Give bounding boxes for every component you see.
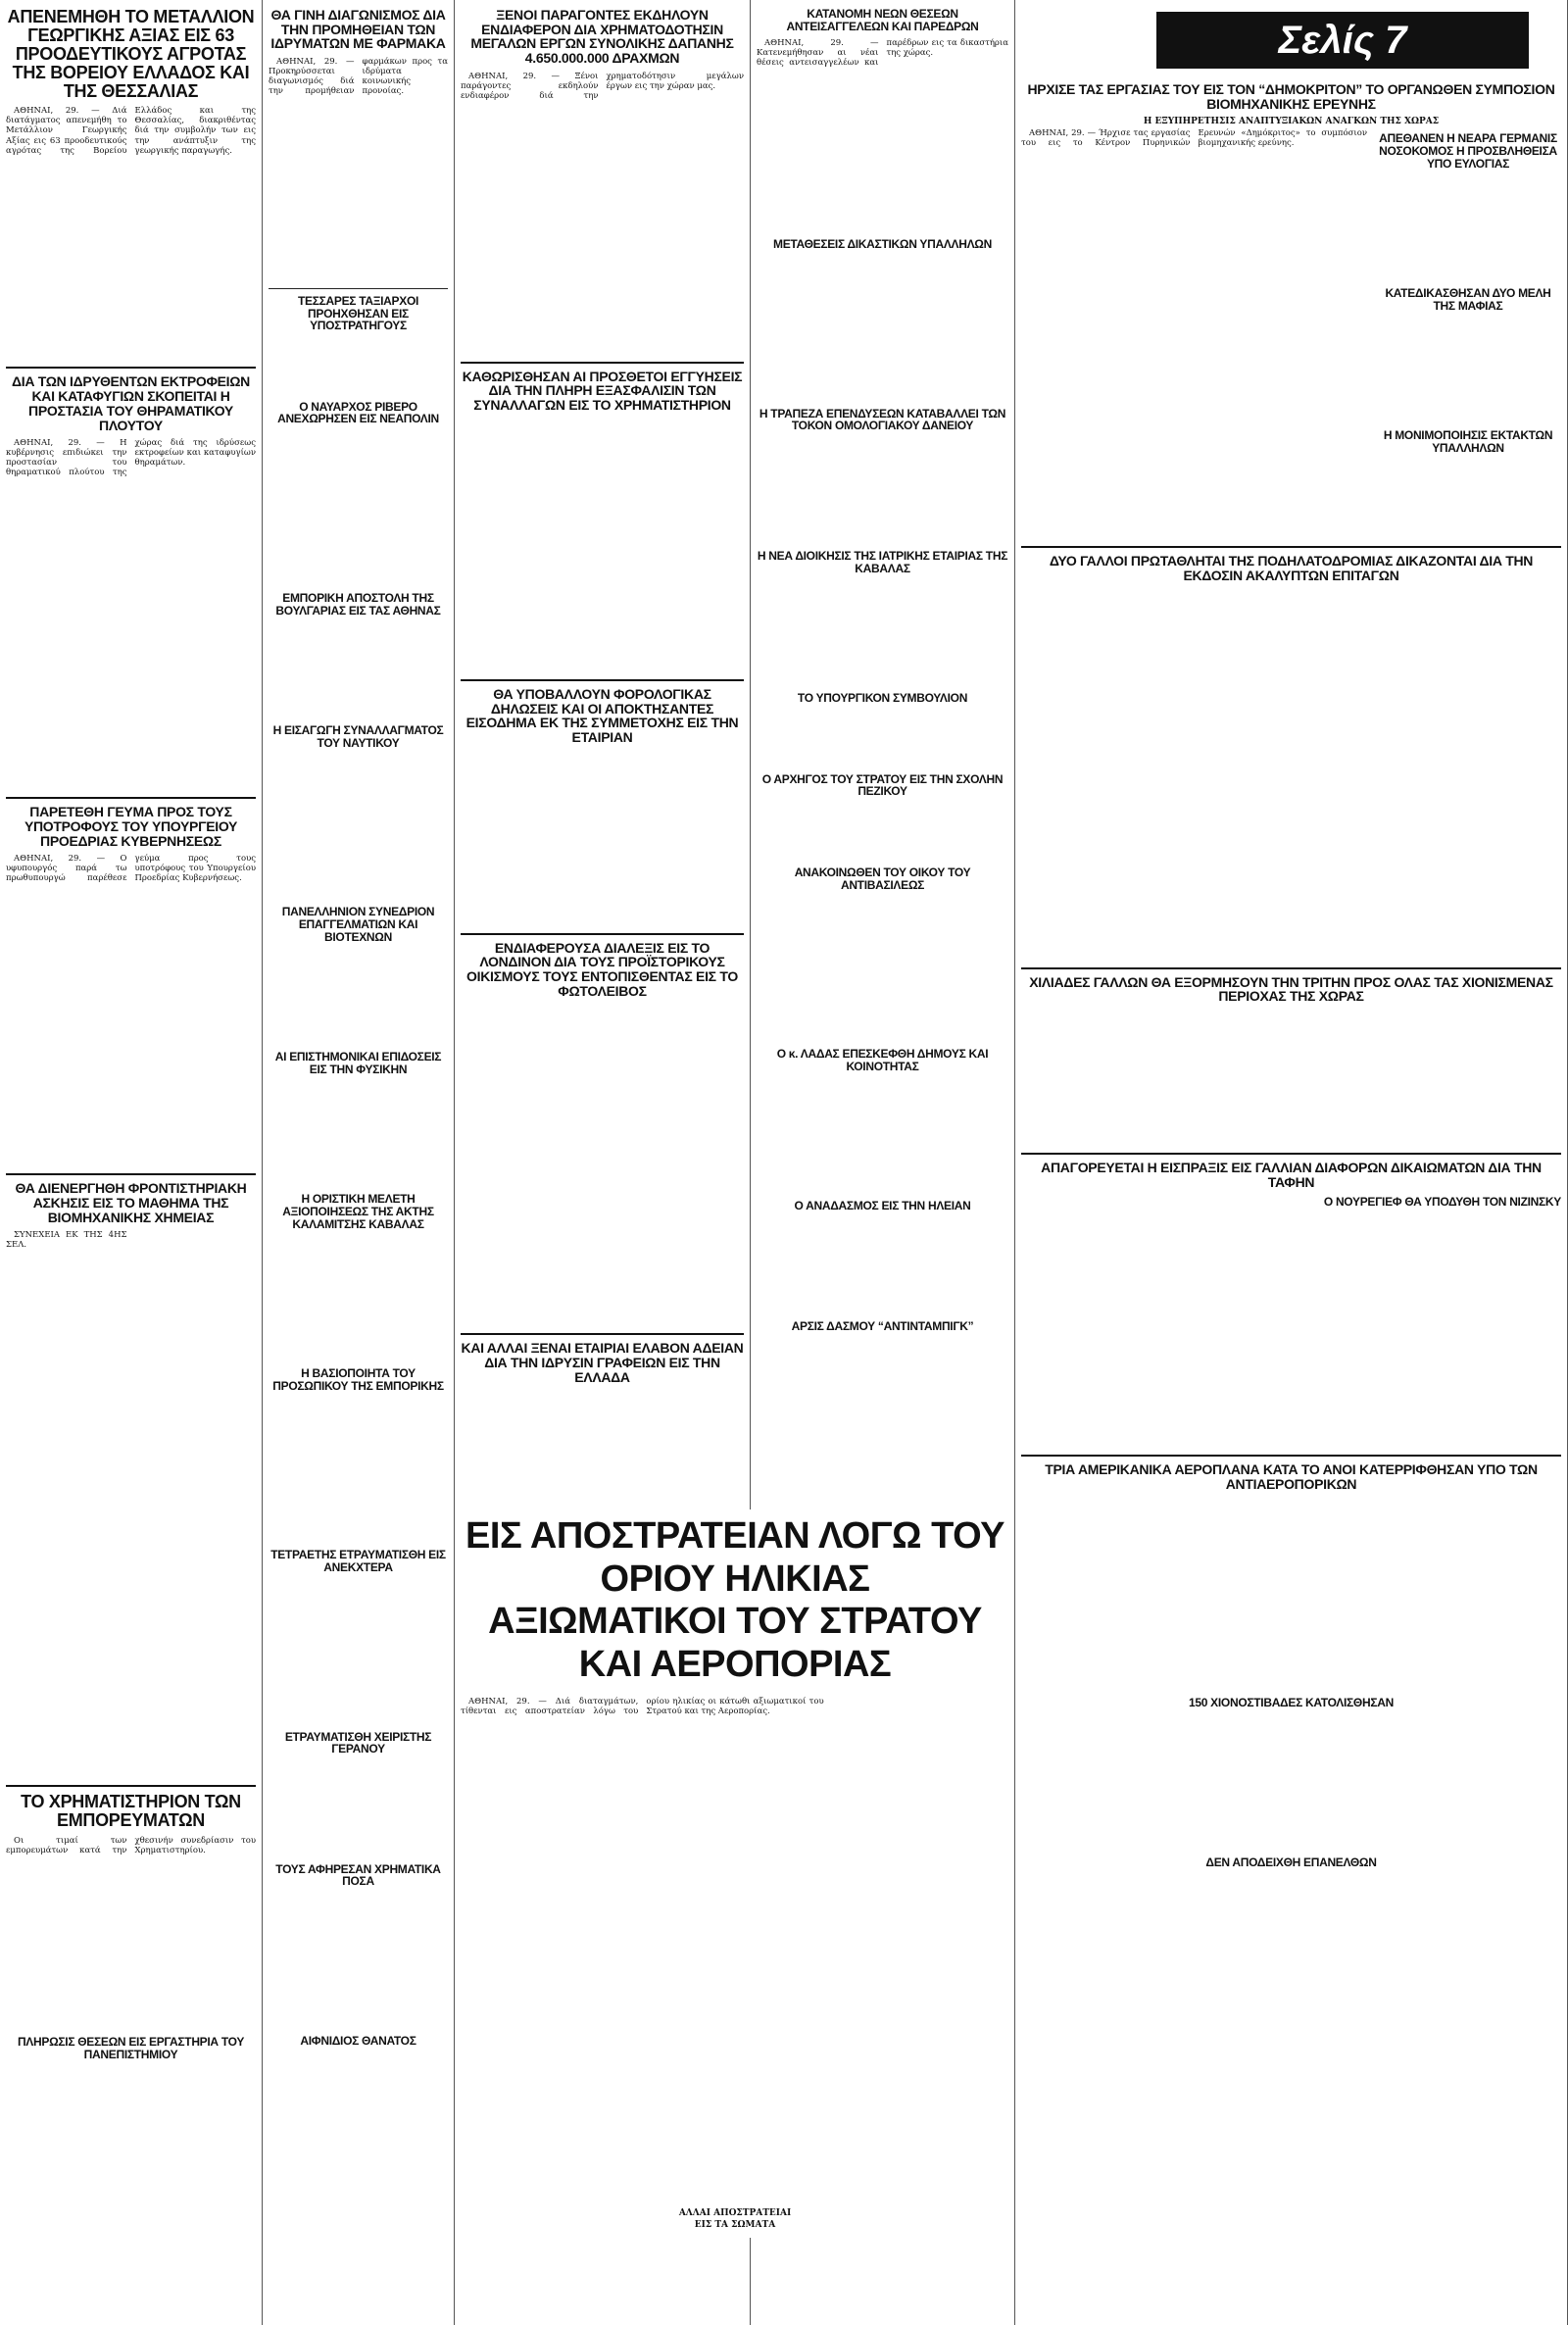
headline-ladas: Ο κ. ΛΑΔΑΣ ΕΠΕΣΚΕΦΘΗ ΔΗΜΟΥΣ ΚΑΙ ΚΟΙΝΟΤΗΤΑΣ <box>776 1047 989 1073</box>
divider <box>6 797 256 799</box>
banner-line-1: ΕΙΣ ΑΠΟΣΤΡΑΤΕΙΑΝ ΛΟΓΩ ΤΟΥ ΟΡΙΟΥ ΗΛΙΚΙΑΣ <box>466 1515 1004 1600</box>
article-chemistry-text: ΣΥΝΕΧΕΙΑ ΕΚ ΤΗΣ 4ΗΣ ΣΕΛ. <box>6 1230 127 1251</box>
column-5 <box>1015 0 1568 2325</box>
subhead-other-retirements: ΑΛΛΑΙ ΑΠΟΣΤΡΑΤΕΙΑΙ <box>678 2207 792 2218</box>
headline-sudden-death: ΑΙΦΝΙΔΙΟΣ ΘΑΝΑΤΟΣ <box>300 2033 416 2048</box>
headline-university-posts: ΠΛΗΡΩΣΙΣ ΘΕΣΕΩΝ ΕΙΣ ΕΡΓΑΣΤΗΡΙΑ ΤΟΥ ΠΑΝΕΠΙΣΤΗΜΙΟΥ <box>17 2035 245 2061</box>
headline-regent: ΑΝΑΚΟΙΝΩΘΕΝ ΤΟΥ ΟΙΚΟΥ ΤΟΥ ΑΝΤΙΒΑΣΙΛΕΩΣ <box>794 865 971 892</box>
article-prosecutors-text: ΑΘΗΝΑΙ, 29. — Κατενεμήθησαν αι νέαι θέσεις αντεισαγγελέων και παρέδρων εις τα δικαστήρια της χώρας. <box>757 38 1008 69</box>
headline-avalanches: 150 ΧΙΟΝΟΣΤΙΒΑΔΕΣ ΚΑΤΟΛΙΣΘΗΣΑΝ <box>1189 1696 1394 1710</box>
subhead-to-corps: ΕΙΣ ΤΑ ΣΩΜΑΤΑ <box>694 2219 776 2230</box>
headline-guarantees: ΚΑΘΩΡΙΣΘΗΣΑΝ ΑΙ ΠΡΟΣΘΕΤΟΙ ΕΓΓΥΗΣΕΙΣ ΔΙΑ ΤΗΝ ΠΛΗΡΗ ΕΞΑΣΦΑΛΙΣΙΝ ΤΩΝ ΣΥΝΑΛΛΑΓΩΝ ΕΙΣ ΤΟ ΧΡΗΜΑΤΙΣΤΗΡΙΟΝ <box>462 368 743 414</box>
article-lunch-text: ΑΘΗΝΑΙ, 29. — Ο υφυπουργός παρά τω πρωθυπουργώ παρέθεσε γεύμα προς τους υποτρόφους του Υπουργείου Προεδρίας Κυβερνήσεως. <box>6 854 256 884</box>
divider <box>461 1333 744 1335</box>
banner-line-2: ΑΞΙΩΜΑΤΙΚΟΙ ΤΟΥ ΣΤΡΑΤΟΥ ΚΑΙ ΑΕΡΟΠΟΡΙΑΣ <box>488 1601 982 1686</box>
headline-bulgaria: ΕΜΠΟΡΙΚΗ ΑΠΟΣΤΟΛΗ ΤΗΣ ΒΟΥΛΓΑΡΙΑΣ ΕΙΣ ΤΑΣ ΑΘΗΝΑΣ <box>275 591 441 618</box>
divider <box>1021 546 1561 548</box>
article-retirement-text: ΑΘΗΝΑΙ, 29. — Διά διαταγμάτων, τίθενται εις αποστρατείαν λόγω του ορίου ηλικίας οι κάτωθι αξιωματικοί του Στρατού και της Αεροπορίας. <box>461 1696 824 1716</box>
headline-not-proven: ΔΕΝ ΑΠΟΔΕΙΧΘΗ ΕΠΑΝΕΛΘΩΝ <box>1205 1855 1377 1870</box>
headline-kalamitsa: Η ΟΡΙΣΤΙΚΗ ΜΕΛΕΤΗ ΑΞΙΟΠΟΙΗΣΕΩΣ ΤΗΣ ΑΚΤΗΣ ΚΑΛΑΜΙΤΣΗΣ ΚΑΒΑΛΑΣ <box>282 1192 434 1231</box>
headline-hanoi: ΤΡΙΑ ΑΜΕΡΙΚΑΝΙΚΑ ΑΕΡΟΠΛΑΝΑ ΚΑΤΑ ΤΟ ΑΝΟΙ ΚΑΤΕΡΡΙΦΘΗΣΑΝ ΥΠΟ ΤΩΝ ΑΝΤΙΑΕΡΟΠΟΡΙΚΩΝ <box>1045 1461 1538 1492</box>
headline-medical-society: Η ΝΕΑ ΔΙΟΙΚΗΣΙΣ ΤΗΣ ΙΑΤΡΙΚΗΣ ΕΤΑΙΡΙΑΣ ΤΗΣ ΚΑΒΑΛΑΣ <box>757 548 1008 575</box>
headline-crane: ΕΤΡΑΥΜΑΤΙΣΘΗ ΧΕΙΡΙΣΤΗΣ ΓΕΡΑΝΟΥ <box>284 1729 432 1756</box>
divider <box>1021 967 1561 969</box>
article-pharma-text: ΑΘΗΝΑΙ, 29. — Προκηρύσσεται διαγωνισμός διά την προμήθειαν φαρμάκων προς τα ιδρύματα κοινωνικής προνοίας. <box>269 57 448 97</box>
headline-bank-interest: Η ΤΡΑΠΕΖΑ ΕΠΕΝΔΥΣΕΩΝ ΚΑΤΑΒΑΛΛΕΙ ΤΩΝ ΤΟΚΟΝ ΟΜΟΛΟΓΙΑΚΟΥ ΔΑΝΕΙΟΥ <box>759 406 1006 433</box>
headline-symposium: ΗΡΧΙΣΕ ΤΑΣ ΕΡΓΑΣΙΑΣ ΤΟΥ ΕΙΣ ΤΟΝ “ΔΗΜΟΚΡΙΤΟΝ” ΤΟ ΟΡΓΑΝΩΘΕΝ ΣΥΜΠΟΣΙΟΝ ΒΙΟΜΗΧΑΝΙΚΗΣ ΕΡΕΥΝΗΣ <box>1027 81 1555 112</box>
divider <box>6 367 256 369</box>
headline-staff: Η ΒΑΣΙΟΠΟΙΗΤΑ ΤΟΥ ΠΡΟΣΩΠΙΚΟΥ ΤΗΣ ΕΜΠΟΡΙΚΗΣ <box>272 1366 444 1393</box>
headline-brigadiers: ΤΕΣΣΑΡΕΣ ΤΑΞΙΑΡΧΟΙ ΠΡΟΗΧΘΗΣΑΝ ΕΙΣ ΥΠΟΣΤΡΑΤΗΓΟΥΣ <box>297 294 419 333</box>
headline-foreign-companies: ΚΑΙ ΑΛΛΑΙ ΞΕΝΑΙ ΕΤΑΙΡΙΑΙ ΕΛΑΒΟΝ ΑΔΕΙΑΝ ΔΙΑ ΤΗΝ ΙΔΡΥΣΙΝ ΓΡΑΦΕΙΩΝ ΕΙΣ ΤΗΝ ΕΛΛΑΔΑ <box>461 1340 744 1385</box>
divider <box>461 362 744 364</box>
headline-nurse: ΑΠΕΘΑΝΕΝ Η ΝΕΑΡΑ ΓΕΡΜΑΝΙΣ ΝΟΣΟΚΟΜΟΣ Η ΠΡΟΣΒΛΗΘΕΙΣΑ ΥΠΟ ΕΥΛΟΓΙΑΣ <box>1379 131 1557 171</box>
headline-london-lecture: ΕΝΔΙΑΦΕΡΟΥΣΑ ΔΙΑΛΕΞΙΣ ΕΙΣ ΤΟ ΛΟΝΔΙΝΟΝ ΔΙΑ ΤΟΥΣ ΠΡΟΪΣΤΟΡΙΚΟΥΣ ΟΙΚΙΣΜΟΥΣ ΤΟΥΣ ΕΝΤΟΠΙΣΘΕΝΤΑΣ ΕΙΣ ΤΟ ΦΩΤΟΛΕΙΒΟΣ <box>466 939 738 999</box>
headline-medal: ΑΠΕΝΕΜΗΘΗ ΤΟ ΜΕΤΑΛΛΙΟΝ ΓΕΩΡΓΙΚΗΣ ΑΞΙΑΣ ΕΙΣ 63 ΠΡΟΟΔΕΥΤΙΚΟΥΣ ΑΓΡΟΤΑΣ ΤΗΣ ΒΟΡΕΙΟΥ ΕΛΛΑΔΟΣ ΚΑΙ ΤΗΣ ΘΕΣΣΑΛΙΑΣ <box>7 7 255 101</box>
article-hunting-text: ΑΘΗΝΑΙ, 29. — Η κυβέρνησις επιδιώκει την προστασίαν του θηραματικού πλούτου της χώρας διά της ιδρύσεως εκτροφείων και καταφυγίων θηραμάτων. <box>6 438 256 478</box>
headline-foreign-investors: ΞΕΝΟΙ ΠΑΡΑΓΟΝΤΕΣ ΕΚΔΗΛΟΥΝ ΕΝΔΙΑΦΕΡΟΝ ΔΙΑ ΧΡΗΜΑΤΟΔΟΤΗΣΙΝ ΜΕΓΑΛΩΝ ΕΡΓΩΝ ΣΥΝΟΛΙΚΗΣ ΔΑΠΑΝΗΣ 4.650.000.000 ΔΡΑΧΜΩΝ <box>470 7 734 67</box>
headline-congress: ΠΑΝΕΛΛΗΝΙΟΝ ΣΥΝΕΔΡΙΟΝ ΕΠΑΓΓΕΛΜΑΤΙΩΝ ΚΑΙ ΒΙΟΤΕΧΝΩΝ <box>281 905 435 944</box>
headline-hunting: ΔΙΑ ΤΩΝ ΙΔΡΥΘΕΝΤΩΝ ΕΚΤΡΟΦΕΙΩΝ ΚΑΙ ΚΑΤΑΦΥΓΙΩΝ ΣΚΟΠΕΙΤΑΙ Η ΠΡΟΣΤΑΣΙΑ ΤΟΥ ΘΗΡΑΜΑΤΙΚΟΥ ΠΛΟΥΤΟΥ <box>11 373 250 433</box>
divider <box>6 1785 256 1787</box>
divider <box>1021 1455 1561 1457</box>
headline-snow: ΧΙΛΙΑΔΕΣ ΓΑΛΛΩΝ ΘΑ ΕΞΟΡΜΗΣΟΥΝ ΤΗΝ ΤΡΙΤΗΝ ΠΡΟΣ ΟΛΑΣ ΤΑΣ ΧΙΟΝΙΣΜΕΝΑΣ ΠΕΡΙΟΧΑΣ ΤΗΣ ΧΩΡΑΣ <box>1029 973 1553 1005</box>
headline-robbery: ΤΟΥΣ ΑΦΗΡΕΣΑΝ ΧΡΗΜΑΤΙΚΑ ΠΟΣΑ <box>275 1861 441 1889</box>
headline-pharma: ΘΑ ΓΙΝΗ ΔΙΑΓΩΝΙΣΜΟΣ ΔΙΑ ΤΗΝ ΠΡΟΜΗΘΕΙΑΝ ΤΩΝ ΙΔΡΥΜΑΤΩΝ ΜΕ ΦΑΡΜΑΚΑ <box>270 7 446 52</box>
article-investors-text: ΑΘΗΝΑΙ, 29. — Ξένοι παράγοντες εκδηλούν ενδιαφέρον διά την χρηματοδότησιν μεγάλων έργων εις την χώραν μας. <box>461 71 744 101</box>
divider <box>269 288 448 289</box>
headline-exchange: ΤΟ ΧΡΗΜΑΤΙΣΤΗΡΙΟΝ ΤΩΝ ΕΜΠΟΡΕΥΜΑΤΩΝ <box>21 1792 241 1831</box>
column-1 <box>0 0 263 2325</box>
headline-admiral: Ο ΝΑΥΑΡΧΟΣ ΡΙΒΕΡΟ ΑΝΕΧΩΡΗΣΕΝ ΕΙΣ ΝΕΑΠΟΛΙΝ <box>277 399 439 426</box>
sidebar-briefs <box>1375 128 1561 540</box>
divider <box>461 933 744 935</box>
subhead-symposium: Η ΕΞΥΠΗΡΕΤΗΣΙΣ ΑΝΑΠΤΥΞΙΑΚΩΝ ΑΝΑΓΚΩΝ ΤΗΣ ΧΩΡΑΣ <box>1143 117 1440 127</box>
headline-transfers: ΜΕΤΑΘΕΣΕΙΣ ΔΙΚΑΣΤΙΚΩΝ ΥΠΑΛΛΗΛΩΝ <box>773 237 992 252</box>
headline-child-injured: ΤΕΤΡΑΕΤΗΣ ΕΤΡΑΥΜΑΤΙΣΘΗ ΕΙΣ ΑΝΕΚΧΤΕΡΑ <box>270 1548 446 1574</box>
article-symposium-text: ΑΘΗΝΑΙ, 29. — Ήρχισε τας εργασίας του εις το Κέντρον Πυρηνικών Ερευνών «Δημόκριτος» το συμπόσιον βιομηχανικής ερεύνης. <box>1021 128 1367 149</box>
headline-prosecutors: ΚΑΤΑΝΟΜΗ ΝΕΩΝ ΘΕΣΕΩΝ ΑΝΤΕΙΣΑΓΓΕΛΕΩΝ ΚΑΙ ΠΑΡΕΔΡΩΝ <box>786 7 979 33</box>
article-medal-text: ΑΘΗΝΑΙ, 29. — Διά διατάγματος απενεμήθη το Μετάλλιον Γεωργικής Αξίας εις 63 προοδευτικούς αγρότας της Βορείου Ελλάδος και της Θεσσαλίας, διακριθέντας διά την συμβολήν των εις την ανάπτυξιν της γεωργικής παραγωγής. <box>6 106 256 156</box>
headline-ilia: Ο ΑΝΑΔΑΣΜΟΣ ΕΙΣ ΤΗΝ ΗΛΕΙΑΝ <box>794 1199 971 1213</box>
headline-army-chief: Ο ΑΡΧΗΓΟΣ ΤΟΥ ΣΤΡΑΤΟΥ ΕΙΣ ΤΗΝ ΣΧΟΛΗΝ ΠΕΖΙΚΟΥ <box>761 771 1004 799</box>
symposium-row <box>1021 128 1561 540</box>
divider <box>6 1173 256 1175</box>
headline-navy-exchange: Η ΕΙΣΑΓΩΓΗ ΣΥΝΑΛΛΑΓΜΑΤΟΣ ΤΟΥ ΝΑΥΤΙΚΟΥ <box>272 723 444 750</box>
headline-cabinet: ΤΟ ΥΠΟΥΡΓΙΚΟΝ ΣΥΜΒΟΥΛΙΟΝ <box>797 691 968 706</box>
page-number-badge: Σελίς 7 <box>1156 12 1529 69</box>
headline-antidumping: ΑΡΣΙΣ ΔΑΣΜΟΥ “ΑΝΤΙΝΤΑΜΠΙΓΚ” <box>791 1318 974 1333</box>
banner-retirement <box>461 1509 1009 2238</box>
article-exchange-text: Οι τιμαί των εμπορευμάτων κατά την χθεσινήν συνεδρίασιν του Χρηματιστηρίου. <box>6 1836 256 1856</box>
headline-mafia: ΚΑΤΕΔΙΚΑΣΘΗΣΑΝ ΔΥΟ ΜΕΛΗ ΤΗΣ ΜΑΦΙΑΣ <box>1385 286 1551 313</box>
headline-burial: ΑΠΑΓΟΡΕΥΕΤΑΙ Η ΕΙΣΠΡΑΞΙΣ ΕΙΣ ΓΑΛΛΙΑΝ ΔΙΑΦΟΡΩΝ ΔΙΚΑΙΩΜΑΤΩΝ ΔΙΑ ΤΗΝ ΤΑΦΗΝ <box>1041 1160 1542 1190</box>
column-2 <box>263 0 455 2325</box>
headline-lunch: ΠΑΡΕΤΕΘΗ ΓΕΥΜΑ ΠΡΟΣ ΤΟΥΣ ΥΠΟΤΡΟΦΟΥΣ ΤΟΥ ΥΠΟΥΡΓΕΙΟΥ ΠΡΟΕΔΡΙΑΣ ΚΥΒΕΡΝΗΣΕΩΣ <box>24 804 238 849</box>
divider <box>461 679 744 681</box>
headline-physics: ΑΙ ΕΠΙΣΤΗΜΟΝΙΚΑΙ ΕΠΙΔΟΣΕΙΣ ΕΙΣ ΤΗΝ ΦΥΣΙΚΗΝ <box>274 1050 442 1076</box>
headline-permanent: Η ΜΟΝΙΜΟΠΟΙΗΣΙΣ ΕΚΤΑΚΤΩΝ ΥΠΑΛΛΗΛΩΝ <box>1383 428 1553 455</box>
divider <box>1021 1153 1561 1155</box>
headline-nureyev: Ο ΝΟΥΡΕΓΙΕΦ ΘΑ ΥΠΟΔΥΘΗ ΤΟΝ ΝΙΖΙΝΣΚΥ <box>1323 1194 1561 1209</box>
headline-tax: ΘΑ ΥΠΟΒΑΛΛΟΥΝ ΦΟΡΟΛΟΓΙΚΑΣ ΔΗΛΩΣΕΙΣ ΚΑΙ ΟΙ ΑΠΟΚΤΗΣΑΝΤΕΣ ΕΙΣΟΔΗΜΑ ΕΚ ΤΗΣ ΣΥΜΜΕΤΟΧΗΣ ΕΙΣ ΤΗΝ ΕΤΑΙΡΙΑΝ <box>466 685 739 745</box>
headline-cyclists: ΔΥΟ ΓΑΛΛΟΙ ΠΡΩΤΑΘΛΗΤΑΙ ΤΗΣ ΠΟΔΗΛΑΤΟΔΡΟΜΙΑΣ ΔΙΚΑΖΟΝΤΑΙ ΔΙΑ ΤΗΝ ΕΚΔΟΣΙΝ ΑΚΑΛΥΠΤΩΝ ΕΠΙΤΑΓΩΝ <box>1049 553 1534 584</box>
headline-chemistry: ΘΑ ΔΙΕΝΕΡΓΗΘΗ ΦΡΟΝΤΙΣΤΗΡΙΑΚΗ ΑΣΚΗΣΙΣ ΕΙΣ ΤΟ ΜΑΘΗΜΑ ΤΗΣ ΒΙΟΜΗΧΑΝΙΚΗΣ ΧΗΜΕΙΑΣ <box>15 1180 247 1225</box>
